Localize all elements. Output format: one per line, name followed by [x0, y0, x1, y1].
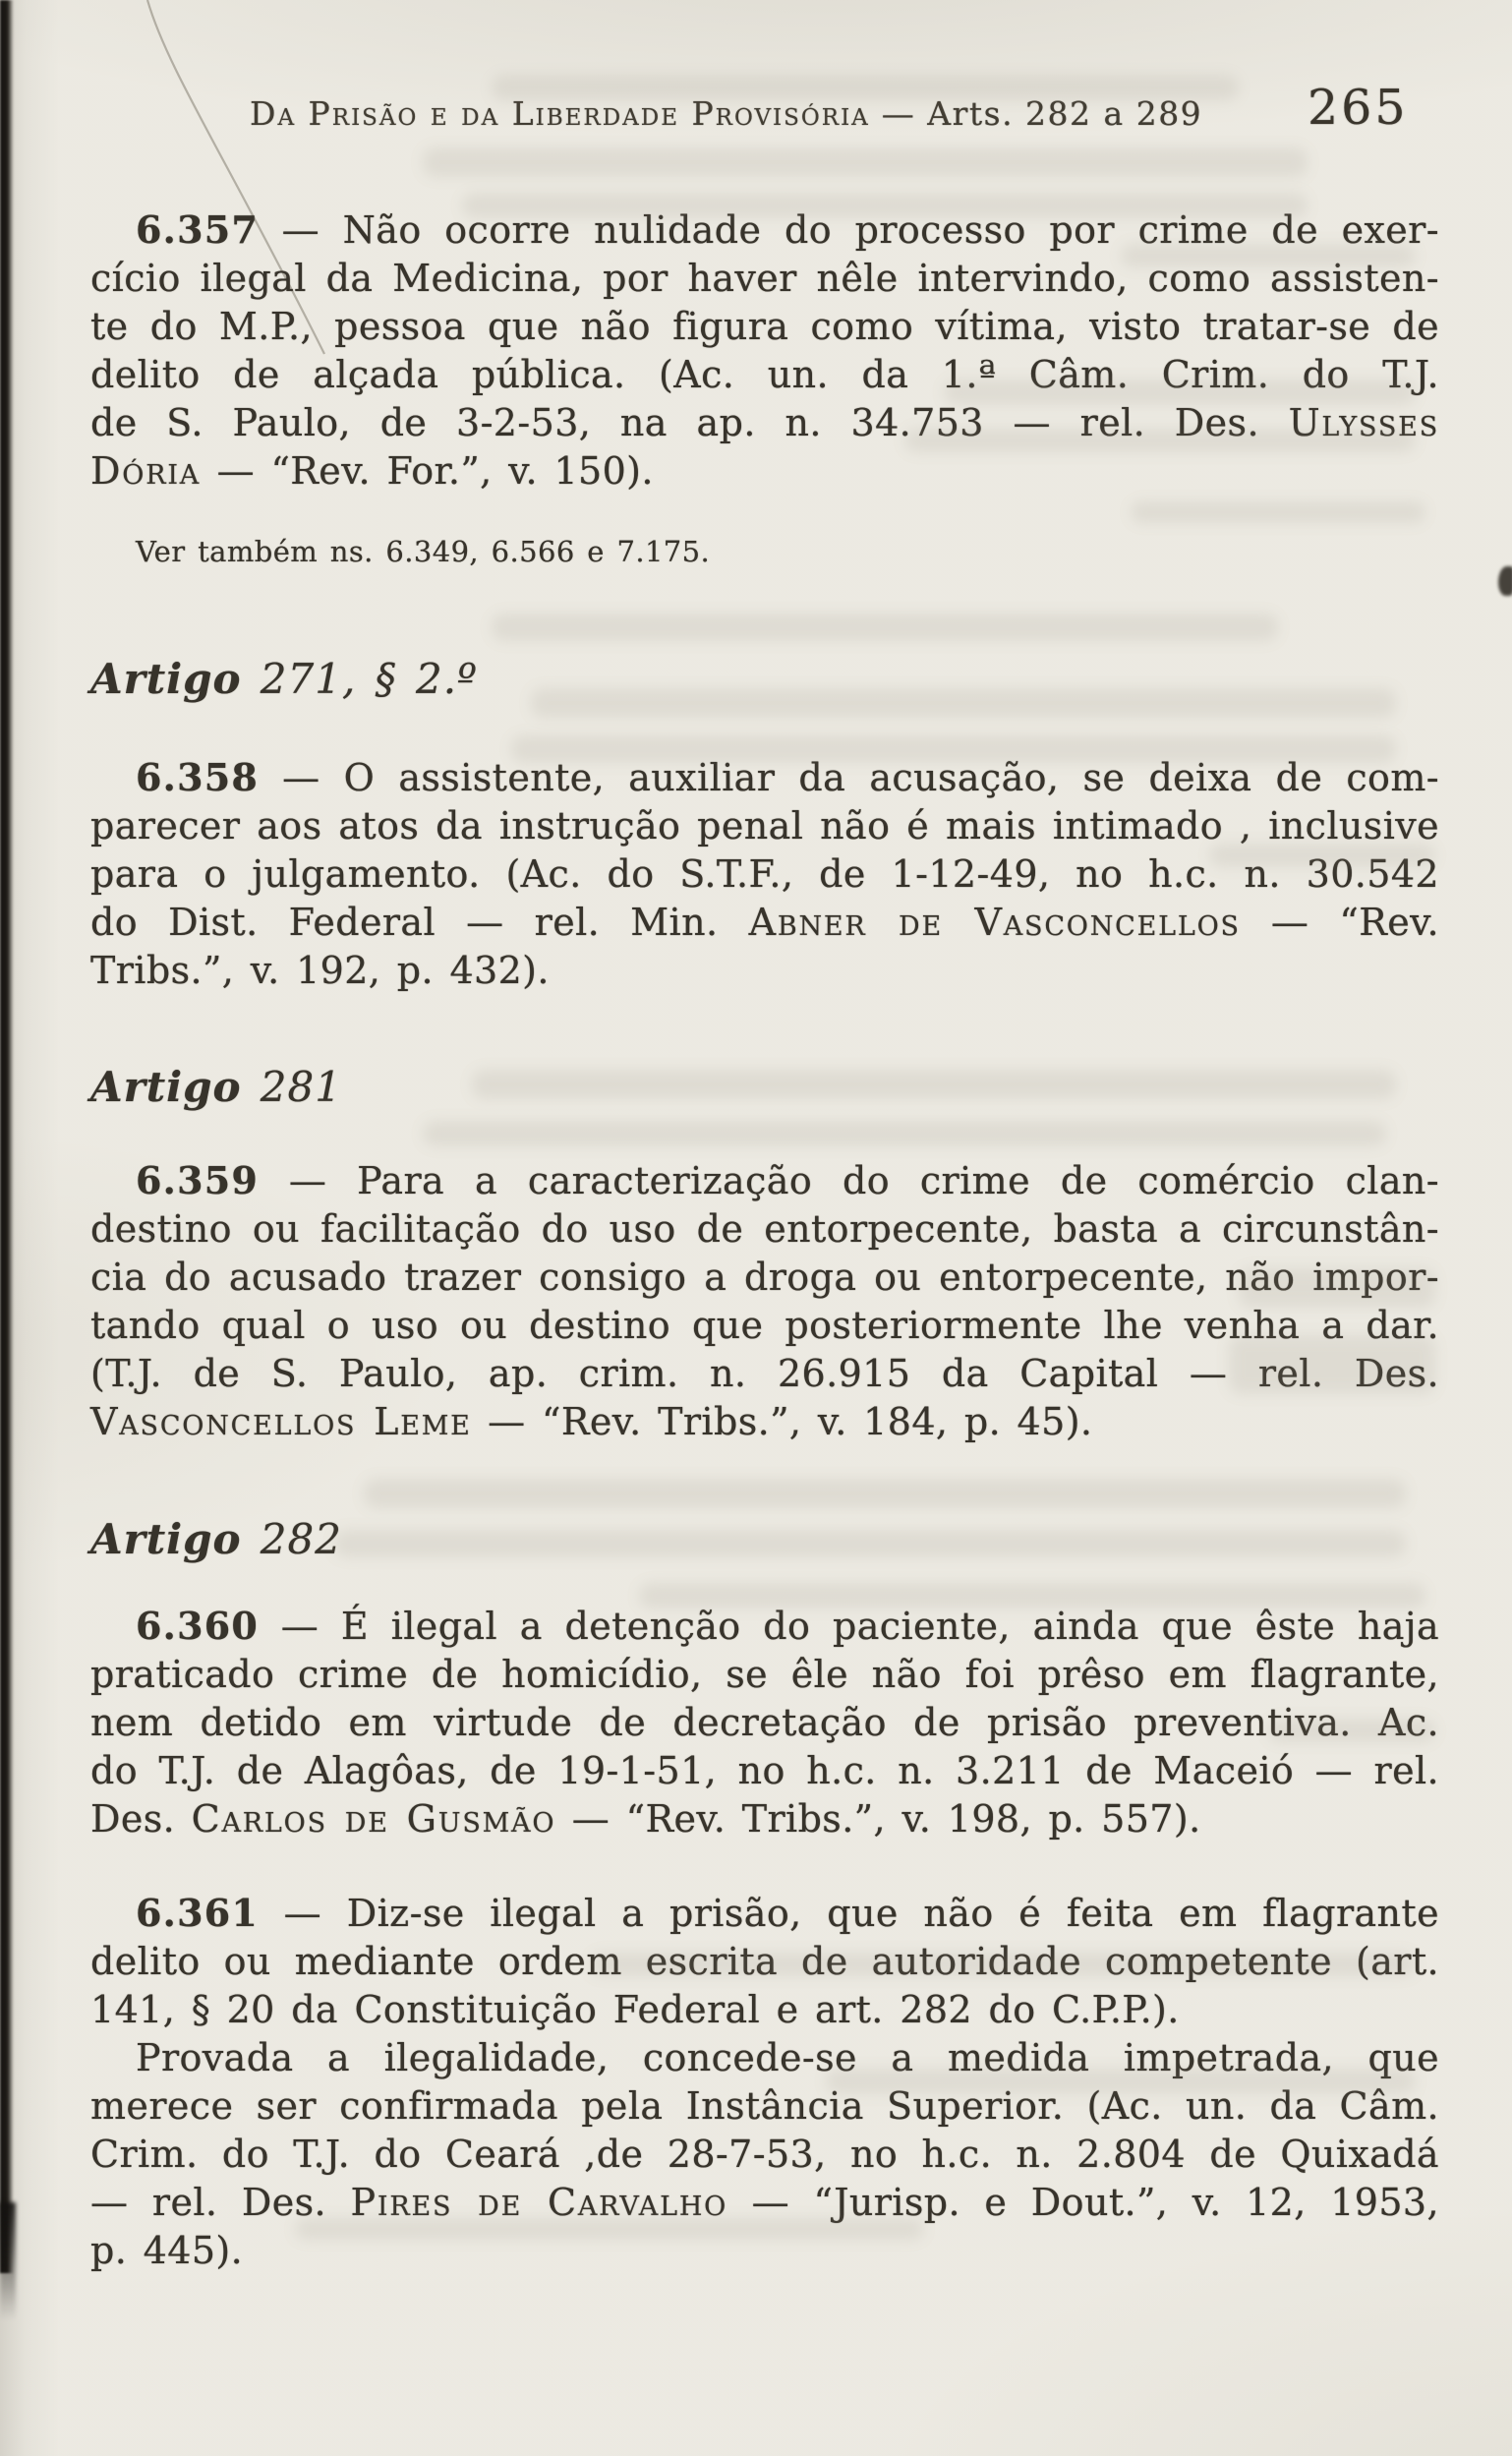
- text-line: [90, 205, 1439, 255]
- text-line: [90, 534, 1439, 569]
- text-segment: — O assistente, auxiliar da acusação, se deixa de com-: [259, 756, 1439, 799]
- text-line: [90, 947, 1439, 995]
- text-line: [90, 1938, 1439, 1986]
- running-header-title: Da Prisão e da Liberdade Provisória: [250, 94, 870, 133]
- item-number: 6.357: [136, 207, 259, 252]
- text-segment: — É ilegal a detenção do paciente, ainda que êste haja: [259, 1605, 1439, 1648]
- text-segment: — Não ocorre nulidade do processo por crime de exer-: [259, 208, 1439, 252]
- text-line: [90, 1795, 1439, 1843]
- text-segment: — “Jurisp. e Dout.”, v. 12, 1953,: [727, 2181, 1439, 2224]
- text-line: [90, 850, 1439, 899]
- text-segment: Crim. do T.J. do Ceará ,de 28-7-53, no h.c. n. 2.804 de Quixadá: [90, 2133, 1439, 2176]
- articles-range: — Arts. 282 a 289: [881, 94, 1203, 133]
- person-name: Carlos de Gusmão: [191, 1797, 556, 1841]
- person-name: Abner de Vasconcellos: [748, 901, 1241, 944]
- text-column: [90, 0, 1439, 2456]
- text-segment: — Para a caracterização do crime de comércio clan-: [259, 1159, 1439, 1202]
- text-segment: parecer aos atos da instrução penal não é mais intimado , inclusive: [90, 804, 1439, 848]
- text-line: [90, 2179, 1439, 2227]
- note-see-also: [90, 534, 1439, 569]
- text-line: [90, 655, 1439, 704]
- text-line: [90, 1205, 1439, 1254]
- text-segment: Ver também ns. 6.349, 6.566 e 7.175.: [136, 535, 711, 568]
- para-6360: [90, 1602, 1439, 1843]
- text-line: [90, 1699, 1439, 1747]
- para-6361-cont: [90, 2034, 1439, 2275]
- person-name: Pires de Carvalho: [350, 2181, 728, 2224]
- text-line: [90, 1254, 1439, 1302]
- text-line: [90, 399, 1439, 447]
- text-line: [90, 899, 1439, 947]
- text-segment: — “Rev. Tribs.”, v. 198, p. 557).: [555, 1797, 1201, 1841]
- text-line: [90, 1398, 1439, 1446]
- person-name: Dória: [90, 449, 202, 493]
- text-segment: destino ou facilitação do uso de entorpecente, basta a circunstân-: [90, 1207, 1439, 1251]
- text-line: [90, 2227, 1439, 2275]
- text-line: [90, 1156, 1439, 1205]
- text-segment: para o julgamento. (Ac. do S.T.F., de 1-12-49, no h.c. n. 30.542: [90, 852, 1439, 896]
- text-segment: 281: [241, 1063, 342, 1111]
- page-spine-shadow: [0, 0, 14, 2273]
- text-line: [90, 351, 1439, 399]
- text-line: [90, 303, 1439, 351]
- text-line: [90, 2131, 1439, 2179]
- para-6359: [90, 1156, 1439, 1446]
- para-6357: [90, 205, 1439, 496]
- text-line: [90, 1651, 1439, 1699]
- text-segment: cia do acusado trazer consigo a droga ou entorpecente, não impor-: [90, 1256, 1439, 1299]
- text-segment: — Diz-se ilegal a prisão, que não é feita em flagrante: [259, 1892, 1439, 1935]
- text-line: [90, 1747, 1439, 1795]
- text-segment: merece ser confirmada pela Instância Superior. (Ac. un. da Câm.: [90, 2084, 1439, 2128]
- text-line: [90, 1302, 1439, 1350]
- text-line: [90, 2034, 1439, 2082]
- text-line: [90, 255, 1439, 303]
- heading-word: Artigo: [90, 1515, 242, 1563]
- page-number: 265: [1308, 80, 1409, 136]
- heading-artigo-282: [90, 1515, 1439, 1564]
- text-segment: delito de alçada pública. (Ac. un. da 1.ª Câm. Crim. do T.J.: [90, 353, 1439, 396]
- text-segment: 271, § 2.º: [241, 655, 478, 703]
- text-segment: do T.J. de Alagôas, de 19-1-51, no h.c. n. 3.211 de Maceió — rel.: [90, 1749, 1439, 1792]
- text-segment: do Dist. Federal — rel. Min.: [90, 901, 749, 944]
- text-segment: praticado crime de homicídio, se êle não foi prêso em flagrante,: [90, 1653, 1439, 1696]
- item-number: 6.361: [136, 1891, 259, 1935]
- text-line: [90, 1515, 1439, 1564]
- page-spine-shadow-fade: [0, 2202, 16, 2320]
- text-segment: cício ilegal da Medicina, por haver nêle intervindo, como assisten-: [90, 257, 1439, 300]
- heading-word: Artigo: [90, 1063, 242, 1111]
- item-number: 6.360: [136, 1604, 259, 1648]
- text-segment: de S. Paulo, de 3-2-53, na ap. n. 34.753 — rel. Des.: [90, 401, 1289, 444]
- text-segment: Des.: [90, 1797, 192, 1841]
- text-segment: 282: [241, 1515, 342, 1563]
- item-number: 6.359: [136, 1158, 259, 1202]
- text-line: [90, 1350, 1439, 1398]
- heading-word: Artigo: [90, 655, 242, 703]
- text-line: [90, 753, 1439, 802]
- text-segment: — “Rev. Tribs.”, v. 184, p. 45).: [471, 1400, 1093, 1443]
- text-segment: p. 445).: [90, 2229, 244, 2272]
- text-line: [90, 1889, 1439, 1938]
- text-line: [90, 802, 1439, 850]
- text-segment: 141, § 20 da Constituição Federal e art. 282 do C.P.P.).: [90, 1988, 1180, 2031]
- person-name: Ulysses: [1288, 401, 1439, 444]
- text-line: [90, 447, 1439, 496]
- heading-artigo-271: [90, 655, 1439, 704]
- text-line: [90, 2082, 1439, 2131]
- person-name: Vasconcellos Leme: [90, 1400, 472, 1443]
- text-segment: (T.J. de S. Paulo, ap. crim. n. 26.915 da Capital — rel. Des.: [90, 1352, 1439, 1395]
- item-number: 6.358: [136, 755, 259, 799]
- text-segment: nem detido em virtude de decretação de prisão preventiva. Ac.: [90, 1701, 1439, 1744]
- text-segment: Provada a ilegalidade, concede-se a medida impetrada, que: [136, 2036, 1439, 2079]
- text-segment: — rel. Des.: [90, 2181, 351, 2224]
- text-segment: te do M.P., pessoa que não figura como vítima, visto tratar-se de: [90, 305, 1439, 348]
- ink-speck: [1498, 566, 1512, 596]
- text-segment: — “Rev. For.”, v. 150).: [201, 449, 654, 493]
- para-6358: [90, 753, 1439, 995]
- text-segment: — “Rev.: [1240, 901, 1439, 944]
- text-segment: Tribs.”, v. 192, p. 432).: [90, 949, 550, 992]
- text-line: [90, 1986, 1439, 2034]
- text-line: [90, 1602, 1439, 1651]
- text-segment: delito ou mediante ordem escrita de autoridade competente (art.: [90, 1940, 1439, 1983]
- para-6361: [90, 1889, 1439, 2034]
- heading-artigo-281: [90, 1063, 1439, 1112]
- text-line: [90, 1063, 1439, 1112]
- text-segment: tando qual o uso ou destino que posteriormente lhe venha a dar.: [90, 1304, 1439, 1347]
